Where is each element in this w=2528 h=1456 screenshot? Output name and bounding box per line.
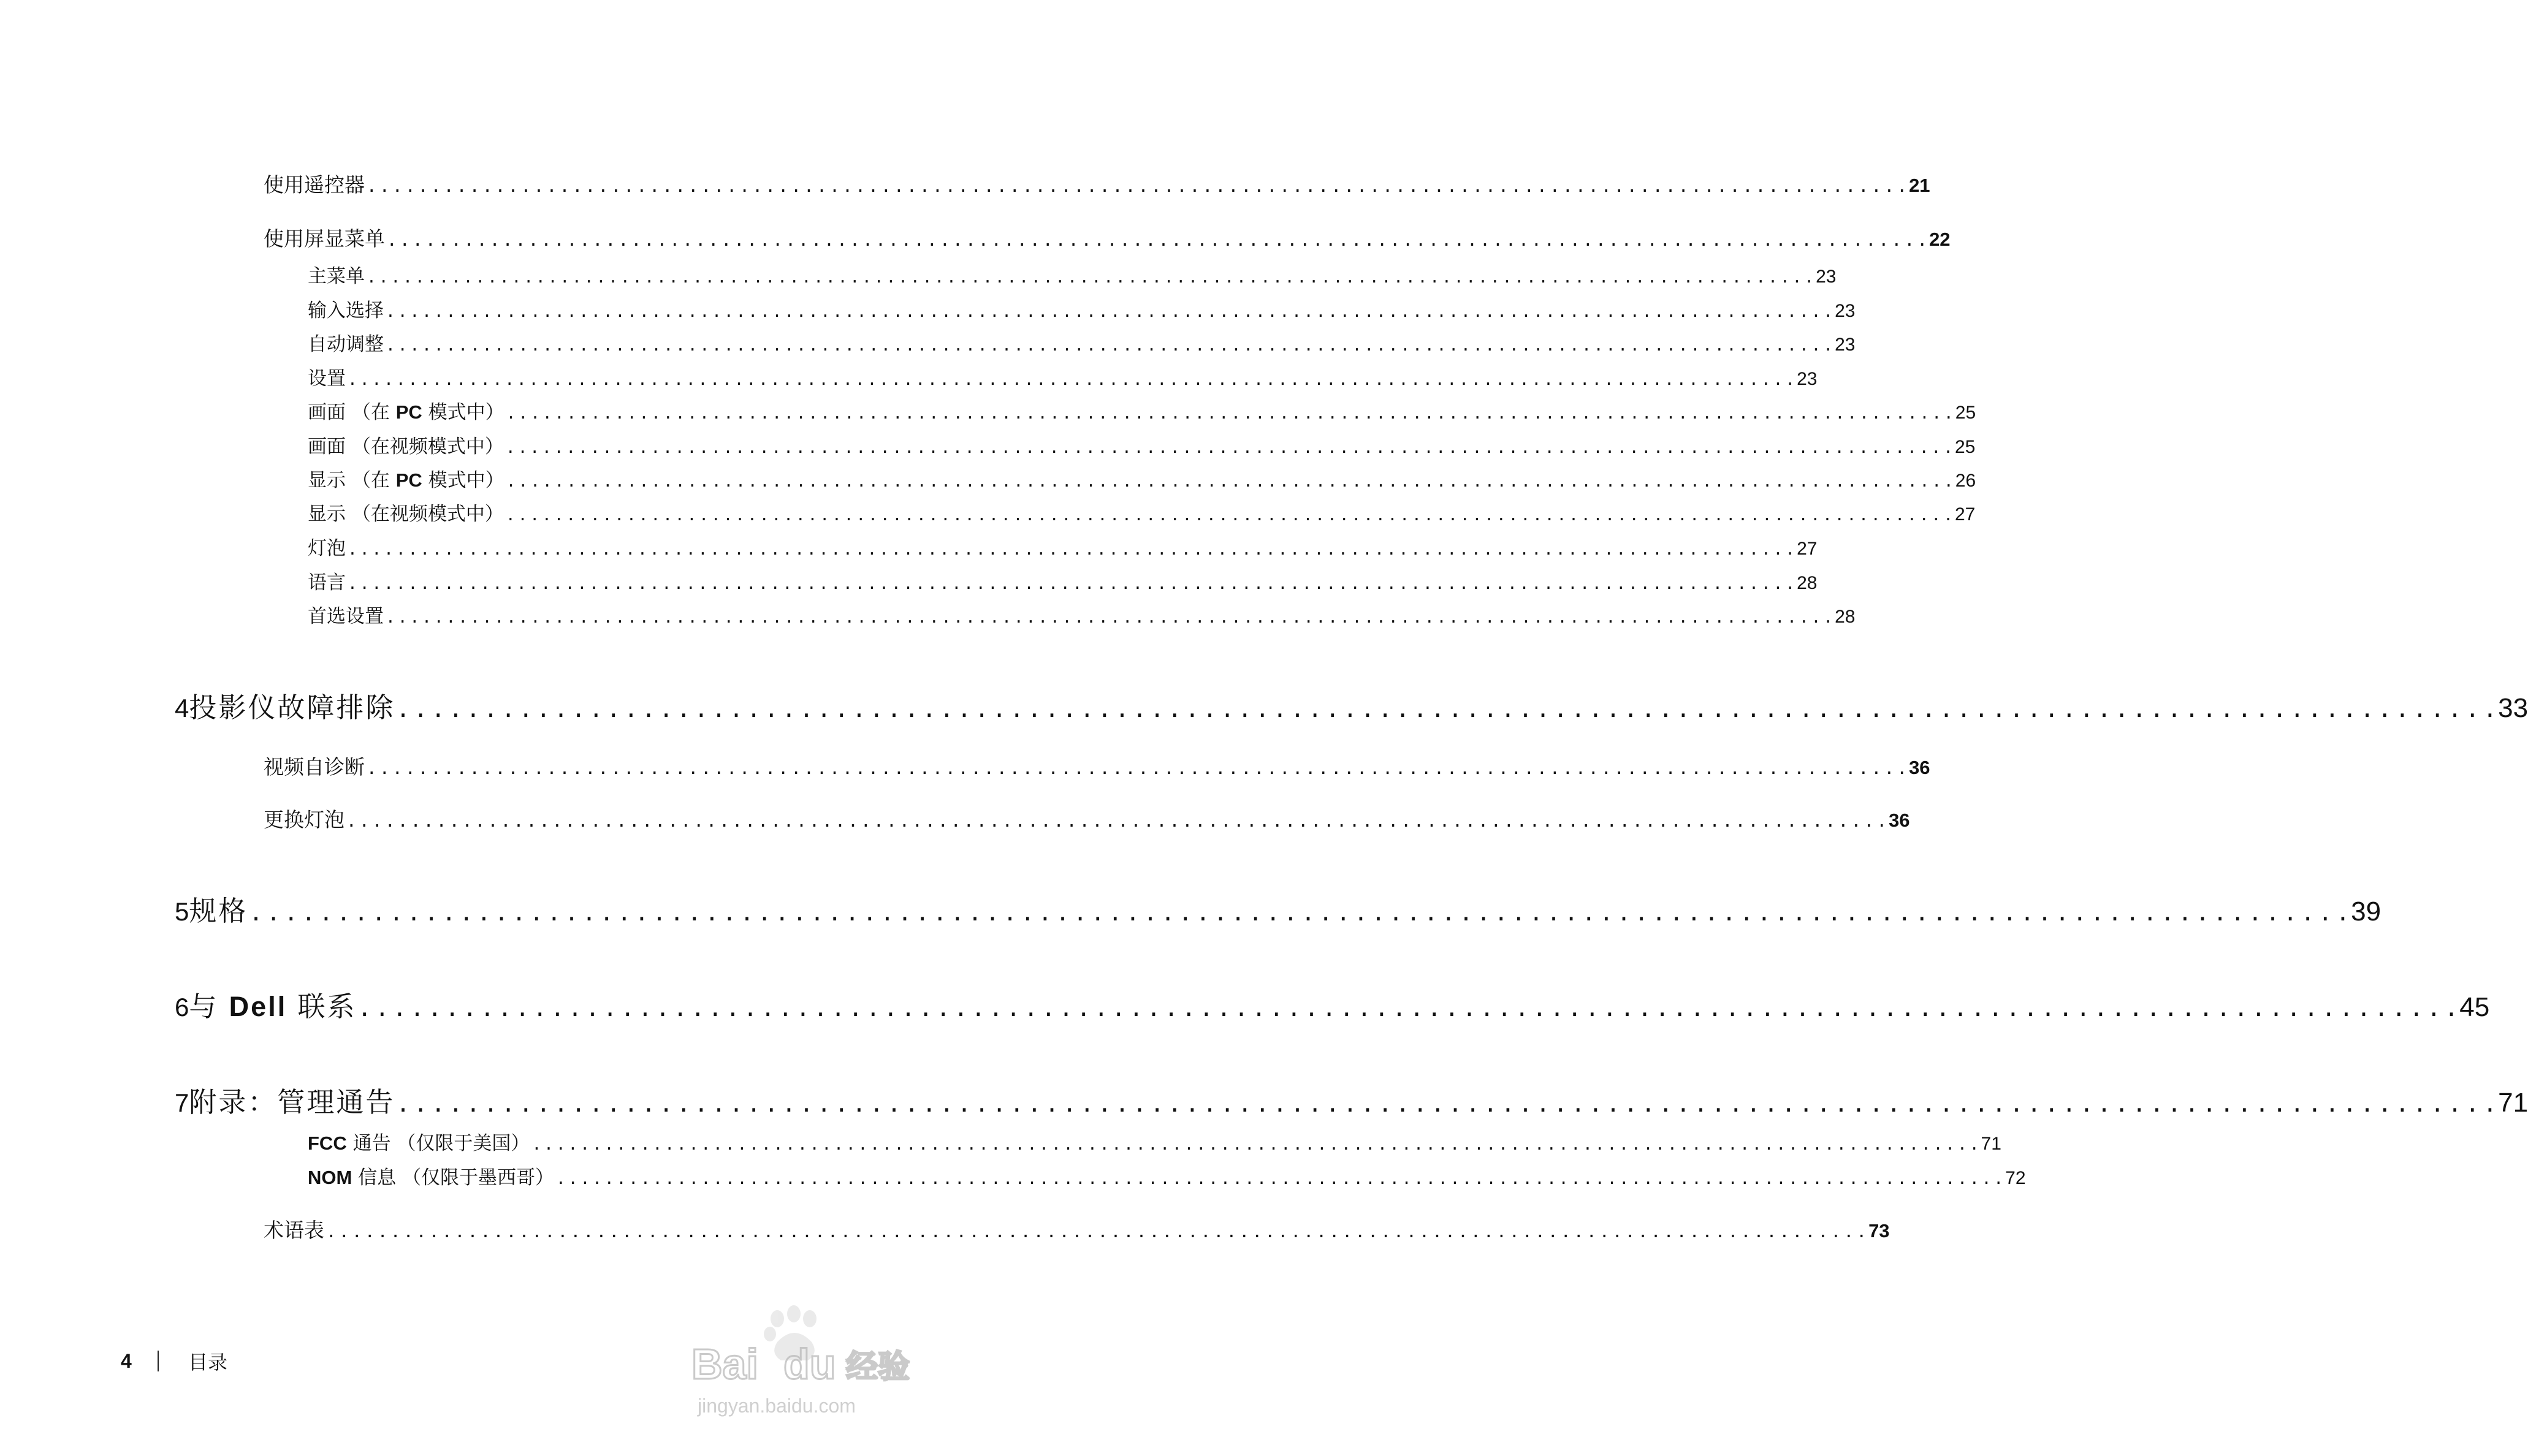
toc-entry[interactable] <box>308 1162 2026 1189</box>
toc-page-number: 23 <box>1816 267 1837 287</box>
dot-leader: . . . . . . . . . . . . . . . . . . . . . . . . . . . . . . . . . . . . . . . . . . . . . . . . . . . . . . . . . . . . . . . . . . . . . . . . . . . . . . . . . . . . . . . . . . . . . . . . . . . . . . . . . . . . . . . . . . . . . . . . <box>368 173 1906 197</box>
toc-page-number: 23 <box>1797 369 1818 389</box>
toc-page-number: 33 <box>2498 693 2528 723</box>
toc-entry-label-part: 联系 <box>287 990 357 1023</box>
toc-page-number: 25 <box>1955 403 1976 423</box>
dot-leader: . . . . . . . . . . . . . . . . . . . . . . . . . . . . . . . . . . . . . . . . . . . . . . . . . . . . . . . . . . . . . . . . . . . . . . . . . . . . . . . . . . . . . . . . . . . . . . . . . . . . . . . . . . . . . . . . . . . . . . . . <box>533 1132 1978 1155</box>
toc-entry[interactable] <box>264 804 1910 832</box>
toc-entry-label: 灯泡 <box>308 537 346 559</box>
footer-section-title: 目录 <box>188 1351 228 1374</box>
page-footer <box>121 1347 227 1375</box>
toc-entry-label <box>308 396 504 424</box>
toc-page-number: 72 <box>2005 1168 2026 1188</box>
toc-page-number: 28 <box>1797 573 1818 593</box>
toc-entry[interactable] <box>308 464 1976 491</box>
toc-entry-label-part: 显示 （在 <box>308 469 396 491</box>
toc-entry-label: 使用遥控器 <box>264 173 365 197</box>
dot-leader: . . . . . . . . . . . . . . . . . . . . . . . . . . . . . . . . . . . . . . . . . . . . . . . . . . . . . . . . . . . . . . . . . . . . . . . . . . . . . . . . . . . . . . . . . . . . . . . . . . . . . . . . . . . . . . . . . . . . . . . . <box>328 1218 1865 1242</box>
toc-entry-label: 使用屏显菜单 <box>264 227 385 251</box>
toc-entry[interactable] <box>308 498 1976 525</box>
dot-leader: . . . . . . . . . . . . . . . . . . . . . . . . . . . . . . . . . . . . . . . . . . . . . . . . . . . . . . . . . . . . . . . . . . . . . . . . . . . . . . . . . . . . . . . . . . . . . . . . . . . . . . . . . . . . . . . . . . . . . . . . <box>349 368 1794 390</box>
dot-leader: . . . . . . . . . . . . . . . . . . . . . . . . . . . . . . . . . . . . . . . . . . . . . . . . . . . . . . . . . . . . . . . . . . . . . . . . . . . . . . . . . . . . . . . . . . . . . . . . . . . . . . . . . . . . . . . . . . . . . . . . <box>387 605 1832 628</box>
baidu-jingyan-watermark-logo <box>685 1305 918 1428</box>
toc-entry[interactable] <box>175 1080 2528 1118</box>
toc-entry[interactable] <box>308 431 1976 458</box>
footer-page-number: 4 <box>121 1349 132 1372</box>
dot-leader: . . . . . . . . . . . . . . . . . . . . . . . . . . . . . . . . . . . . . . . . . . . . . . . . . . . . . . . . . . . . . . . . . . . . . . . . . . . . . . . . . . . . . . . . . . . . . . . . . . . . . . . . . . . . . . . . . . . . . . . . <box>368 265 1813 287</box>
toc-entry-label: 术语表 <box>264 1218 324 1242</box>
svg-text:Bai: Bai <box>691 1340 758 1388</box>
toc-entry-label-part: Dell <box>229 991 287 1022</box>
toc-entry-label: 首选设置 <box>308 605 384 628</box>
toc-entry[interactable] <box>308 363 1818 390</box>
toc-entry-label-part: 通告 （仅限于美国） <box>346 1132 530 1155</box>
toc-entry[interactable] <box>175 984 2490 1023</box>
toc-page-number: 23 <box>1835 335 1856 355</box>
toc-entry-label: 主菜单 <box>308 265 365 287</box>
toc-entry-label-part: 画面 （在 <box>308 401 396 423</box>
toc-entry[interactable] <box>308 328 1856 355</box>
toc-entry[interactable] <box>308 295 1856 322</box>
svg-text:经验: 经验 <box>846 1349 910 1386</box>
dot-leader: . . . . . . . . . . . . . . . . . . . . . . . . . . . . . . . . . . . . . . . . . . . . . . . . . . . . . . . . . . . . . . . . . . . . . . . . . . . . . . . . . . . . . . . . . . . . . . . . . . . . . . . . . . . . . . . . . . . . . . . . <box>508 401 1952 423</box>
toc-entry-label: 更换灯泡 <box>264 808 345 832</box>
toc-entry-label-part: 模式中） <box>422 401 504 423</box>
toc-page-number: 73 <box>1868 1220 1890 1242</box>
toc-entry-label-part: FCC <box>308 1132 347 1154</box>
toc-page-number: 25 <box>1954 437 1976 457</box>
chapter-number: 4 <box>175 694 189 722</box>
toc-page-number: 27 <box>1954 504 1976 525</box>
toc-page-number: 71 <box>2498 1088 2528 1118</box>
toc-entry-label-part: PC <box>395 469 422 491</box>
toc-entry[interactable] <box>264 223 1951 251</box>
toc-page-number: 21 <box>1909 175 1930 196</box>
dot-leader: . . . . . . . . . . . . . . . . . . . . . . . . . . . . . . . . . . . . . . . . . . . . . . . . . . . . . . . . . . . . . . . . . . . . . . . . . . . . . . . . . . . . . . . . . . . . . . . . . . . . . . . . . . . . . . . . . . . . . . . . <box>507 503 1951 525</box>
footer-divider <box>158 1351 159 1371</box>
toc-entry-label-part: PC <box>395 401 422 423</box>
toc-entry-label <box>308 1128 530 1155</box>
toc-entry-label: 设置 <box>308 368 346 390</box>
toc-entry-label-part: 与 <box>189 990 229 1023</box>
chapter-number: 7 <box>175 1088 189 1117</box>
toc-entry[interactable] <box>264 169 1930 197</box>
dot-leader: . . . . . . . . . . . . . . . . . . . . . . . . . . . . . . . . . . . . . . . . . . . . . . . . . . . . . . . . . . . . . . . . . . . . . . . . . . . . . . . . . . . . . . . . . . . . . . . . . . . . . . . . . . . . . . . . . . . . . . . . <box>360 990 2456 1023</box>
dot-leader: . . . . . . . . . . . . . . . . . . . . . . . . . . . . . . . . . . . . . . . . . . . . . . . . . . . . . . . . . . . . . . . . . . . . . . . . . . . . . . . . . . . . . . . . . . . . . . . . . . . . . . . . . . . . . . . . . . . . . . . . <box>349 572 1794 594</box>
toc-entry-label: 规格 <box>189 895 248 927</box>
chapter-number: 5 <box>175 897 189 926</box>
toc-entry-label: 投影仪故障排除 <box>189 691 395 724</box>
toc-page-number: 27 <box>1797 539 1818 559</box>
watermark-url: jingyan.baidu.com <box>698 1395 856 1417</box>
dot-leader: . . . . . . . . . . . . . . . . . . . . . . . . . . . . . . . . . . . . . . . . . . . . . . . . . . . . . . . . . . . . . . . . . . . . . . . . . . . . . . . . . . . . . . . . . . . . . . . . . . . . . . . . . . . . . . . . . . . . . . . . <box>348 808 1886 832</box>
toc-entry-label: 视频自诊断 <box>264 755 365 779</box>
dot-leader: . . . . . . . . . . . . . . . . . . . . . . . . . . . . . . . . . . . . . . . . . . . . . . . . . . . . . . . . . . . . . . . . . . . . . . . . . . . . . . . . . . . . . . . . . . . . . . . . . . . . . . . . . . . . . . . . . . . . . . . . <box>398 1086 2495 1118</box>
toc-entry-label-part: NOM <box>308 1167 352 1188</box>
dot-leader: . . . . . . . . . . . . . . . . . . . . . . . . . . . . . . . . . . . . . . . . . . . . . . . . . . . . . . . . . . . . . . . . . . . . . . . . . . . . . . . . . . . . . . . . . . . . . . . . . . . . . . . . . . . . . . . . . . . . . . . . <box>398 691 2495 724</box>
dot-leader: . . . . . . . . . . . . . . . . . . . . . . . . . . . . . . . . . . . . . . . . . . . . . . . . . . . . . . . . . . . . . . . . . . . . . . . . . . . . . . . . . . . . . . . . . . . . . . . . . . . . . . . . . . . . . . . . . . . . . . . . <box>349 537 1794 559</box>
toc-entry[interactable] <box>175 889 2381 927</box>
dot-leader: . . . . . . . . . . . . . . . . . . . . . . . . . . . . . . . . . . . . . . . . . . . . . . . . . . . . . . . . . . . . . . . . . . . . . . . . . . . . . . . . . . . . . . . . . . . . . . . . . . . . . . . . . . . . . . . . . . . . . . . . <box>251 895 2348 927</box>
toc-page-number: 45 <box>2459 992 2490 1022</box>
dot-leader: . . . . . . . . . . . . . . . . . . . . . . . . . . . . . . . . . . . . . . . . . . . . . . . . . . . . . . . . . . . . . . . . . . . . . . . . . . . . . . . . . . . . . . . . . . . . . . . . . . . . . . . . . . . . . . . . . . . . . . . . <box>508 469 1952 491</box>
dot-leader: . . . . . . . . . . . . . . . . . . . . . . . . . . . . . . . . . . . . . . . . . . . . . . . . . . . . . . . . . . . . . . . . . . . . . . . . . . . . . . . . . . . . . . . . . . . . . . . . . . . . . . . . . . . . . . . . . . . . . . . . <box>558 1167 2002 1189</box>
chapter-number: 6 <box>175 993 189 1022</box>
toc-entry[interactable] <box>308 260 1837 287</box>
toc-entry[interactable] <box>264 751 1930 779</box>
svg-text:du: du <box>783 1340 836 1388</box>
toc-page-number: 36 <box>1909 757 1930 778</box>
toc-entry[interactable] <box>308 601 1856 628</box>
toc-entry-label <box>308 1162 554 1189</box>
toc-page-number: 36 <box>1889 810 1910 831</box>
toc-entry[interactable] <box>264 1215 1890 1242</box>
dot-leader: . . . . . . . . . . . . . . . . . . . . . . . . . . . . . . . . . . . . . . . . . . . . . . . . . . . . . . . . . . . . . . . . . . . . . . . . . . . . . . . . . . . . . . . . . . . . . . . . . . . . . . . . . . . . . . . . . . . . . . . . <box>387 333 1832 355</box>
toc-entry-label: 附录：管理通告 <box>189 1086 395 1118</box>
toc-entry-label: 输入选择 <box>308 300 384 322</box>
dot-leader: . . . . . . . . . . . . . . . . . . . . . . . . . . . . . . . . . . . . . . . . . . . . . . . . . . . . . . . . . . . . . . . . . . . . . . . . . . . . . . . . . . . . . . . . . . . . . . . . . . . . . . . . . . . . . . . . . . . . . . . . <box>387 300 1832 322</box>
toc-entry-label <box>308 464 504 492</box>
toc-entry-label-part: 模式中） <box>422 469 504 491</box>
dot-leader: . . . . . . . . . . . . . . . . . . . . . . . . . . . . . . . . . . . . . . . . . . . . . . . . . . . . . . . . . . . . . . . . . . . . . . . . . . . . . . . . . . . . . . . . . . . . . . . . . . . . . . . . . . . . . . . . . . . . . . . . <box>389 227 1926 251</box>
toc-entry[interactable] <box>308 1128 2001 1155</box>
toc-page-number: 22 <box>1929 229 1951 250</box>
dot-leader: . . . . . . . . . . . . . . . . . . . . . . . . . . . . . . . . . . . . . . . . . . . . . . . . . . . . . . . . . . . . . . . . . . . . . . . . . . . . . . . . . . . . . . . . . . . . . . . . . . . . . . . . . . . . . . . . . . . . . . . . <box>368 755 1906 779</box>
toc-page-number: 71 <box>1981 1134 2001 1154</box>
toc-entry[interactable] <box>308 533 1818 559</box>
toc-entry[interactable] <box>308 567 1818 594</box>
toc-entry[interactable] <box>308 396 1976 423</box>
toc-entry-label-part: 信息 （仅限于墨西哥） <box>352 1167 555 1189</box>
toc-entry-label: 画面 （在视频模式中） <box>308 436 504 458</box>
toc-entry[interactable] <box>175 685 2528 724</box>
toc-page-number: 23 <box>1835 301 1856 321</box>
toc-page-number: 39 <box>2351 897 2381 927</box>
toc-entry-label: 语言 <box>308 572 346 594</box>
toc-entry-label: 自动调整 <box>308 333 384 355</box>
toc-page-number: 28 <box>1835 607 1856 627</box>
toc-entry-label: 显示 （在视频模式中） <box>308 503 504 525</box>
dot-leader: . . . . . . . . . . . . . . . . . . . . . . . . . . . . . . . . . . . . . . . . . . . . . . . . . . . . . . . . . . . . . . . . . . . . . . . . . . . . . . . . . . . . . . . . . . . . . . . . . . . . . . . . . . . . . . . . . . . . . . . . <box>507 436 1951 458</box>
toc-entry-label <box>189 984 356 1024</box>
toc-page-number: 26 <box>1955 471 1976 491</box>
